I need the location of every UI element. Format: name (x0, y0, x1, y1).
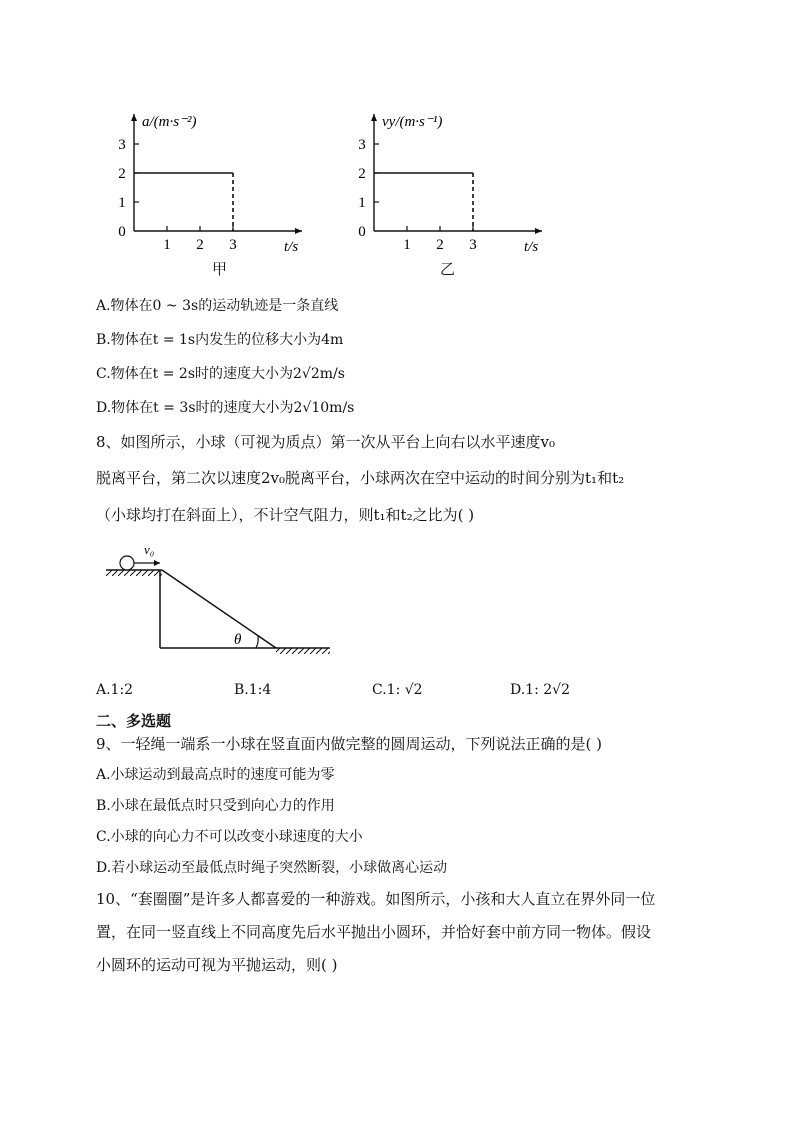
q7-option-d: D.物体在t = 3s时的速度大小为2√10m/s (96, 400, 355, 416)
q9-stem: 9、一轻绳一端系一小球在竖直面内做完整的圆周运动，下列说法正确的是( ) (96, 735, 603, 753)
x-axis-label: t/s (284, 239, 299, 255)
angle-arc (256, 636, 258, 648)
ground-hatch (276, 648, 330, 654)
v0-label: v₀ (144, 542, 155, 557)
q8-option-b: B.1:4 (234, 682, 272, 698)
incline-line (162, 570, 276, 648)
q8-stem-line3: （小球均打在斜面上），不计空气阻力，则t₁和t₂之比为( ) (96, 506, 475, 524)
y-axis-arrow (371, 114, 377, 121)
q8-option-d: D.1: 2√2 (510, 682, 570, 698)
velocity-arrowhead (154, 560, 160, 566)
q10-stem-line2: 置，在同一竖直线上不同高度先后水平抛出小圆环，并恰好套中前方同一物体。假设 (96, 923, 652, 941)
q10-stem-line3: 小圆环的运动可视为平抛运动，则( ) (96, 956, 338, 974)
x-tick-label: 3 (469, 237, 477, 253)
y-axis-label: a/(m·s⁻²) (142, 114, 197, 130)
q8-option-a: A.1:2 (96, 682, 134, 698)
x-tick-label: 2 (436, 237, 444, 253)
q8-option-c: C.1: √2 (372, 682, 423, 698)
y-tick-label: 1 (358, 195, 366, 211)
y-tick-label: 2 (358, 166, 366, 182)
platform-hatch (106, 570, 162, 576)
y-tick-label: 1 (118, 195, 126, 211)
q8-stem-line1: 8、如图所示，小球（可视为质点）第一次从平台上向右以水平速度v₀ (96, 433, 556, 451)
section-heading: 二、多选题 (96, 712, 172, 730)
x-tick-label: 3 (229, 237, 237, 253)
q8-stem-line2: 脱离平台，第二次以速度2v₀脱离平台，小球两次在空中运动的时间分别为t₁和t₂ (96, 469, 625, 487)
platform-incline-figure (100, 540, 340, 666)
y-axis-arrow (131, 114, 137, 121)
q7-option-a: A.物体在0 ~ 3s的运动轨迹是一条直线 (96, 298, 339, 314)
y-tick-label: 3 (118, 137, 126, 153)
q10-stem-line1: 10、“套圈圈”是许多人都喜爱的一种游戏。如图所示，小孩和大人直立在界外同一位 (96, 890, 656, 908)
q9-option-a: A.小球运动到最高点时的速度可能为零 (96, 767, 335, 783)
q7-option-b: B.物体在t = 1s内发生的位移大小为4m (96, 332, 344, 348)
q9-option-b: B.小球在最低点时只受到向心力的作用 (96, 798, 335, 814)
x-axis-label: t/s (524, 239, 539, 255)
x-tick-label: 1 (403, 237, 411, 253)
y-axis-label: vy/(m·s⁻¹) (382, 114, 443, 130)
y-tick-label: 0 (118, 224, 126, 240)
q7-option-c: C.物体在t = 2s时的速度大小为2√2m/s (96, 366, 345, 382)
acceleration-time-chart (112, 100, 342, 280)
ball (120, 556, 134, 570)
x-axis-arrow (535, 228, 542, 234)
q9-option-c: C.小球的向心力不可以改变小球速度的大小 (96, 829, 363, 845)
y-tick-label: 3 (358, 137, 366, 153)
y-tick-label: 0 (358, 224, 366, 240)
chart-label-jia: 甲 (212, 260, 228, 278)
q9-option-d: D.若小球运动至最低点时绳子突然断裂，小球做离心运动 (96, 860, 448, 876)
theta-label: θ (234, 632, 242, 648)
x-tick-label: 2 (196, 237, 204, 253)
x-axis-arrow (295, 228, 302, 234)
y-tick-label: 2 (118, 166, 126, 182)
velocity-time-chart (352, 100, 582, 280)
chart-label-yi: 乙 (440, 260, 456, 278)
x-tick-label: 1 (163, 237, 171, 253)
